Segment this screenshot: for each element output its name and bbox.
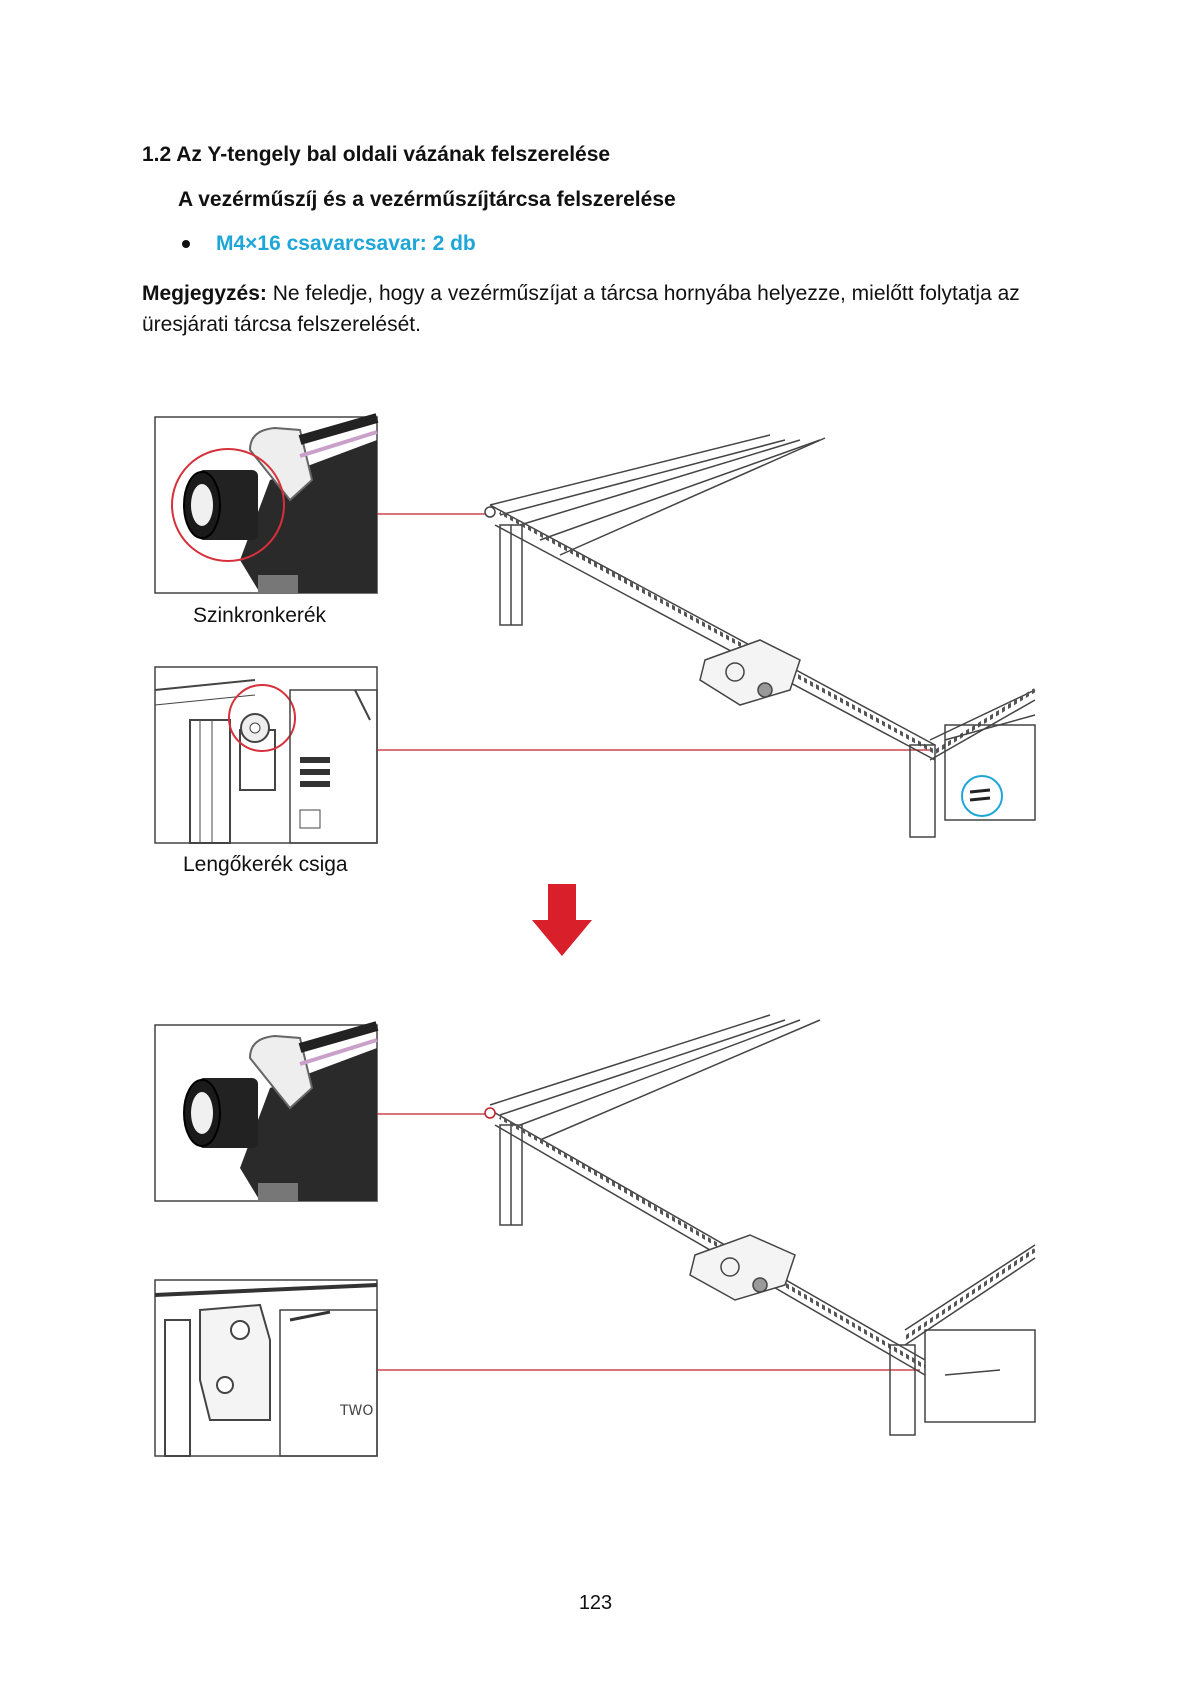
svg-text:TWO: TWO (340, 1403, 374, 1419)
note-text: Ne feledje, hogy a vezérműszíjat a tárcsa hornyába helyezze, mielőtt folytatja az üresjárati tárcsa felszerelését. (142, 282, 1020, 336)
frame-illustration-after (485, 1015, 1035, 1435)
note-label: Megjegyzés: (142, 282, 267, 305)
detail-idler-pulley-after (155, 1280, 377, 1456)
frame-illustration-before (485, 435, 1035, 837)
detail-synchronous-wheel-after (155, 1025, 377, 1201)
down-arrow-icon (532, 884, 592, 956)
caption-synchronous-wheel: Szinkronkerék (193, 604, 327, 627)
subsection-title: A vezérműszíj és a vezérműszíjtárcsa felszerelése (178, 188, 676, 211)
detail-idler-pulley-before (155, 667, 377, 843)
section-title: 1.2 Az Y-tengely bal oldali vázának felszerelése (142, 143, 611, 166)
page-number: 123 (578, 1592, 613, 1614)
caption-idler-pulley: Lengőkerék csiga (183, 853, 348, 876)
parts-item-text: M4×16 csavarcsavar: 2 db (216, 232, 476, 255)
highlight-circle-icon (962, 776, 1002, 816)
detail-synchronous-wheel-before (155, 417, 377, 593)
